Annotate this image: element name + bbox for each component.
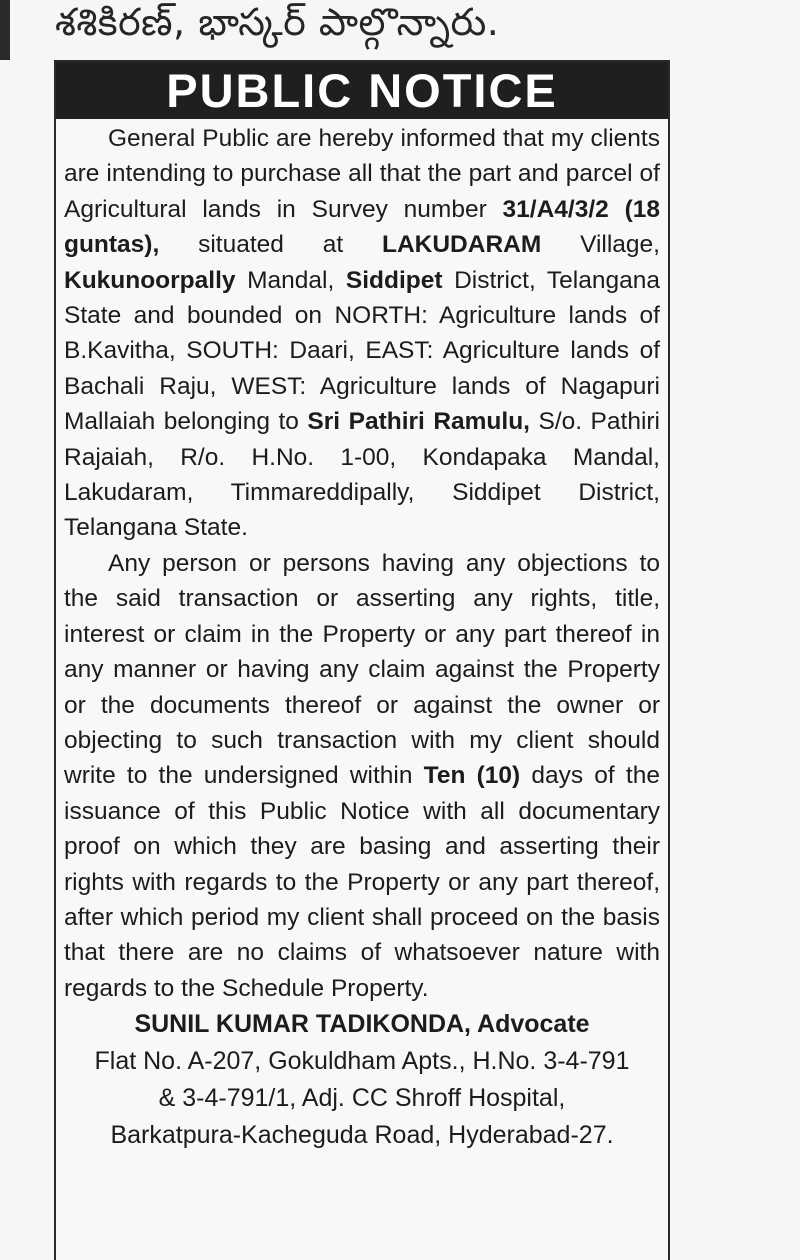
- para1-text-1: General Public are hereby informed that my clients are intending to purchase all that the part and parcel of Agricultural lands in Survey number: [64, 125, 660, 223]
- notice-body: [56, 119, 668, 1154]
- public-notice-box: [54, 60, 670, 1260]
- district-name: Siddipet: [345, 266, 443, 294]
- advocate-name: SUNIL KUMAR TADIKONDA, Advocate: [134, 1010, 590, 1039]
- para2-text-2: days of the issuance of this Public Notice with all documentary proof on which they are basing and asserting their rights with regards to the Property or any part thereof, after which period my client shall proceed on the basis that there are no claims of whatsoever nature with regards to the Schedule Property.: [64, 762, 660, 1002]
- owner-name: Sri Pathiri Ramulu,: [307, 408, 530, 436]
- notice-paragraph-2: [64, 546, 660, 1006]
- address-line-2: & 3-4-791/1, Adj. CC Shroff Hospital,: [158, 1084, 566, 1113]
- para1-text-5: District, Telangana State and bounded on NORTH: Agriculture lands of B.Kavitha, SOUTH: Daari, EAST: Agriculture lands of Bachali Raju, WEST: Agriculture lands of Nagapuri Mallaiah belonging to: [64, 266, 660, 436]
- para1-text-4: Mandal,: [235, 266, 346, 294]
- village-name: LAKUDARAM: [382, 231, 542, 259]
- notice-title: PUBLIC NOTICE: [56, 62, 668, 119]
- para1-text-6: S/o. Pathiri Rajaiah, R/o. H.No. 1-00, Kondapaka Mandal, Lakudaram, Timmareddipally, Siddipet District, Telangana State.: [64, 408, 660, 542]
- previous-article-text: శశికిరణ్, భాస్కర్ పాల్గొన్నారు.: [55, 0, 500, 44]
- advocate-signature: [64, 1006, 660, 1154]
- address-line-1: Flat No. A-207, Gokuldham Apts., H.No. 3-4-791: [94, 1047, 630, 1076]
- para2-text-1: Any person or persons having any objections to the said transaction or asserting any rights, title, interest or claim in the Property or any part thereof in any manner or having any claim against the Property or the documents thereof or against the owner or objecting to such transaction with my client should write to the undersigned within: [64, 549, 660, 790]
- para1-text-2: situated at: [159, 231, 383, 259]
- survey-number: 31/A4/3/2 (18 guntas),: [64, 195, 660, 259]
- notice-paragraph-1: [64, 121, 660, 546]
- para1-text-3: Village,: [541, 231, 660, 259]
- address-line-3: Barkatpura-Kacheguda Road, Hyderabad-27.: [110, 1121, 614, 1150]
- objection-period: Ten (10): [423, 762, 521, 790]
- mandal-name: Kukunoorpally: [64, 266, 236, 294]
- column-rule: [0, 0, 10, 60]
